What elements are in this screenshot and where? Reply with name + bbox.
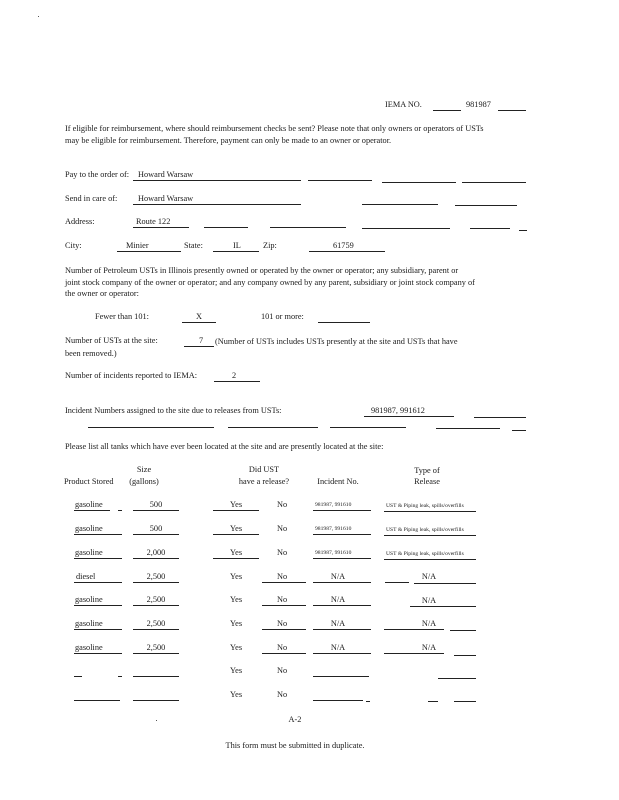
incident-line <box>313 558 371 559</box>
address-value: Route 122 <box>136 217 171 226</box>
more-than-label: 101 or more: <box>261 312 304 321</box>
product-cell: gasoline <box>75 548 103 557</box>
incident-numbers-line <box>436 428 500 429</box>
release-type-line <box>428 701 438 702</box>
yes-line <box>213 510 259 511</box>
incident-numbers-line <box>364 416 454 417</box>
incident-numbers-line <box>474 417 526 418</box>
zip-line <box>309 251 385 252</box>
page-number: A-2 <box>288 715 302 724</box>
size-line <box>133 653 179 654</box>
incident-numbers-line <box>512 430 526 431</box>
incidents-reported-value: 2 <box>232 371 237 380</box>
size-line <box>133 582 179 583</box>
send-care-line <box>362 204 438 205</box>
send-care-value: Howard Warsaw <box>138 194 194 203</box>
size-line <box>133 534 179 535</box>
incident-numbers-line <box>88 427 214 428</box>
scan-speck <box>38 16 39 17</box>
zip-value: 61759 <box>333 241 354 250</box>
no-line <box>262 629 306 630</box>
product-cell: diesel <box>76 572 96 581</box>
reimbursement-question: If eligible for reimbursement, where should reimbursement checks be sent? Please note that only owners or operators of USTs may be eligible for reimbursement. Therefore, payment can only be made to an owner or operator. <box>65 124 484 145</box>
usts-at-site-note: (Number of USTs includes USTs presently at the site and USTs that have been removed.) <box>65 337 458 358</box>
yes-option: Yes <box>230 619 243 628</box>
release-type-cell: UST & Piping leak, spills/overfills <box>386 551 464 557</box>
usts-at-site-value: 7 <box>199 336 204 345</box>
size-cell: 2,500 <box>146 572 166 581</box>
release-type-line <box>438 678 476 679</box>
address-label: Address: <box>65 217 95 226</box>
release-type-cell: N/A <box>421 596 437 605</box>
size-line <box>133 676 179 677</box>
iema-no-blank <box>433 110 461 111</box>
release-type-line <box>384 629 444 630</box>
incident-no-header: Incident No. <box>317 477 359 486</box>
have-release-header: have a release? <box>238 477 290 486</box>
incident-line <box>366 701 370 702</box>
tank-list-intro: Please list all tanks which have ever been located at the site and are presently located at the site: <box>65 442 384 451</box>
size-cell: 500 <box>149 524 163 533</box>
product-cell: gasoline <box>75 595 103 604</box>
pay-to-line <box>462 182 526 183</box>
no-line <box>262 582 306 583</box>
city-value: Minier <box>126 241 149 250</box>
size-cell: 2,500 <box>146 643 166 652</box>
size-cell: 2,500 <box>146 595 166 604</box>
incident-line <box>313 629 371 630</box>
duplicate-note: This form must be submitted in duplicate. <box>225 741 365 750</box>
yes-option: Yes <box>230 524 243 533</box>
pay-to-line <box>308 180 372 181</box>
no-option: No <box>277 666 288 675</box>
incident-numbers-label: Incident Numbers assigned to the site due to releases from USTs: <box>65 406 282 415</box>
iema-no-blank <box>498 110 526 111</box>
product-line <box>118 676 122 677</box>
product-cell: gasoline <box>75 619 103 628</box>
no-option: No <box>277 572 288 581</box>
size-cell: 500 <box>149 500 163 509</box>
incident-cell: 981987, 991610 <box>315 502 352 508</box>
incident-cell: 981987, 991610 <box>315 526 352 532</box>
release-type-cell: N/A <box>421 572 437 581</box>
product-line <box>74 653 122 654</box>
incident-numbers-line <box>228 427 318 428</box>
city-label: City: <box>65 241 82 250</box>
product-cell: gasoline <box>75 524 103 533</box>
size-line <box>133 558 179 559</box>
ownership-question: Number of Petroleum USTs in Illinois presently owned or operated by the owner or operator; any subsidiary, parent or joint stock company of the owner or operator; and any company owned by any parent, subsidiary or joint stock company of the owner or operator: <box>65 266 475 298</box>
send-care-line <box>455 205 517 206</box>
state-value: IL <box>233 241 241 250</box>
yes-option: Yes <box>230 572 243 581</box>
release-type-cell: UST & Piping leak, spills/overfills <box>386 503 464 509</box>
release-type-line <box>414 583 476 584</box>
yes-option: Yes <box>230 690 243 699</box>
incident-cell: N/A <box>330 595 346 604</box>
release-type-line <box>410 606 476 607</box>
incident-line <box>313 700 363 701</box>
product-stored-header: Product Stored <box>64 477 114 486</box>
send-care-label: Send in care of: <box>65 194 118 203</box>
size-line <box>133 605 179 606</box>
iema-no-label: IEMA NO. <box>385 100 422 109</box>
release-type-line <box>454 655 476 656</box>
size-header: Size <box>136 465 152 474</box>
no-option: No <box>277 643 288 652</box>
usts-at-site-label: Number of USTs at the site: <box>65 336 158 345</box>
release-type-cell: UST & Piping leak, spills/overfills <box>386 527 464 533</box>
state-label: State: <box>184 241 203 250</box>
size-line <box>133 700 179 701</box>
product-line <box>74 676 82 677</box>
incident-numbers-line <box>330 427 406 428</box>
city-line <box>117 251 181 252</box>
product-cell: gasoline <box>75 643 103 652</box>
pay-to-label: Pay to the order of: <box>65 170 130 179</box>
incident-line <box>313 605 371 606</box>
size-header-units: (gallons) <box>129 477 159 486</box>
product-line <box>74 700 120 701</box>
no-option: No <box>277 500 288 509</box>
yes-option: Yes <box>230 548 243 557</box>
no-option: No <box>277 524 288 533</box>
incident-numbers-value: 981987, 991612 <box>371 406 425 415</box>
scan-speck <box>156 720 157 721</box>
release-type-line <box>384 653 444 654</box>
type-of-header: Type of <box>414 466 440 475</box>
send-care-line <box>133 204 301 205</box>
release-type-line <box>450 630 476 631</box>
size-cell: 2,000 <box>146 548 166 557</box>
yes-option: Yes <box>230 595 243 604</box>
pay-to-value: Howard Warsaw <box>138 170 194 179</box>
product-line <box>74 605 122 606</box>
no-option: No <box>277 548 288 557</box>
product-line <box>74 510 110 511</box>
address-line <box>362 228 450 229</box>
yes-line <box>213 534 259 535</box>
more-than-line <box>318 322 370 323</box>
incidents-reported-line <box>214 381 260 382</box>
product-line <box>74 629 122 630</box>
release-type-cell: N/A <box>421 643 437 652</box>
size-line <box>133 510 179 511</box>
address-line <box>204 227 248 228</box>
fewer-than-value: X <box>196 312 202 321</box>
yes-option: Yes <box>230 666 243 675</box>
incident-cell: N/A <box>330 619 346 628</box>
zip-label: Zip: <box>263 241 277 250</box>
release-type-line <box>385 582 409 583</box>
incidents-reported-label: Number of incidents reported to IEMA: <box>65 371 198 380</box>
size-cell: 2,500 <box>146 619 166 628</box>
incident-line <box>313 582 371 583</box>
release-header: Release <box>414 477 440 486</box>
address-line <box>133 227 189 228</box>
address-line <box>519 230 527 231</box>
state-line <box>213 251 259 252</box>
release-type-line <box>384 511 476 512</box>
size-line <box>133 629 179 630</box>
fewer-than-label: Fewer than 101: <box>95 312 149 321</box>
pay-to-line <box>382 182 456 183</box>
product-line <box>118 510 122 511</box>
release-type-cell: N/A <box>421 619 437 628</box>
did-ust-header: Did UST <box>248 465 280 474</box>
incident-cell: 981987, 991610 <box>315 550 352 556</box>
incident-line <box>313 534 371 535</box>
address-line <box>270 227 346 228</box>
release-type-line <box>384 559 476 560</box>
release-type-line <box>384 535 476 536</box>
incident-cell: N/A <box>330 572 346 581</box>
incident-cell: N/A <box>330 643 346 652</box>
no-option: No <box>277 690 288 699</box>
no-line <box>262 605 306 606</box>
incident-line <box>313 676 369 677</box>
fewer-than-line <box>182 322 216 323</box>
incident-line <box>313 653 371 654</box>
release-type-line <box>454 701 476 702</box>
yes-option: Yes <box>230 643 243 652</box>
yes-line <box>213 558 259 559</box>
product-line <box>74 534 122 535</box>
pay-to-line <box>133 180 301 181</box>
product-cell: gasoline <box>75 500 103 509</box>
product-line <box>74 558 122 559</box>
address-line <box>470 228 510 229</box>
no-line <box>262 653 306 654</box>
product-line <box>74 582 122 583</box>
no-option: No <box>277 619 288 628</box>
no-option: No <box>277 595 288 604</box>
incident-line <box>313 510 371 511</box>
iema-no-value: 981987 <box>466 100 491 109</box>
yes-option: Yes <box>230 500 243 509</box>
